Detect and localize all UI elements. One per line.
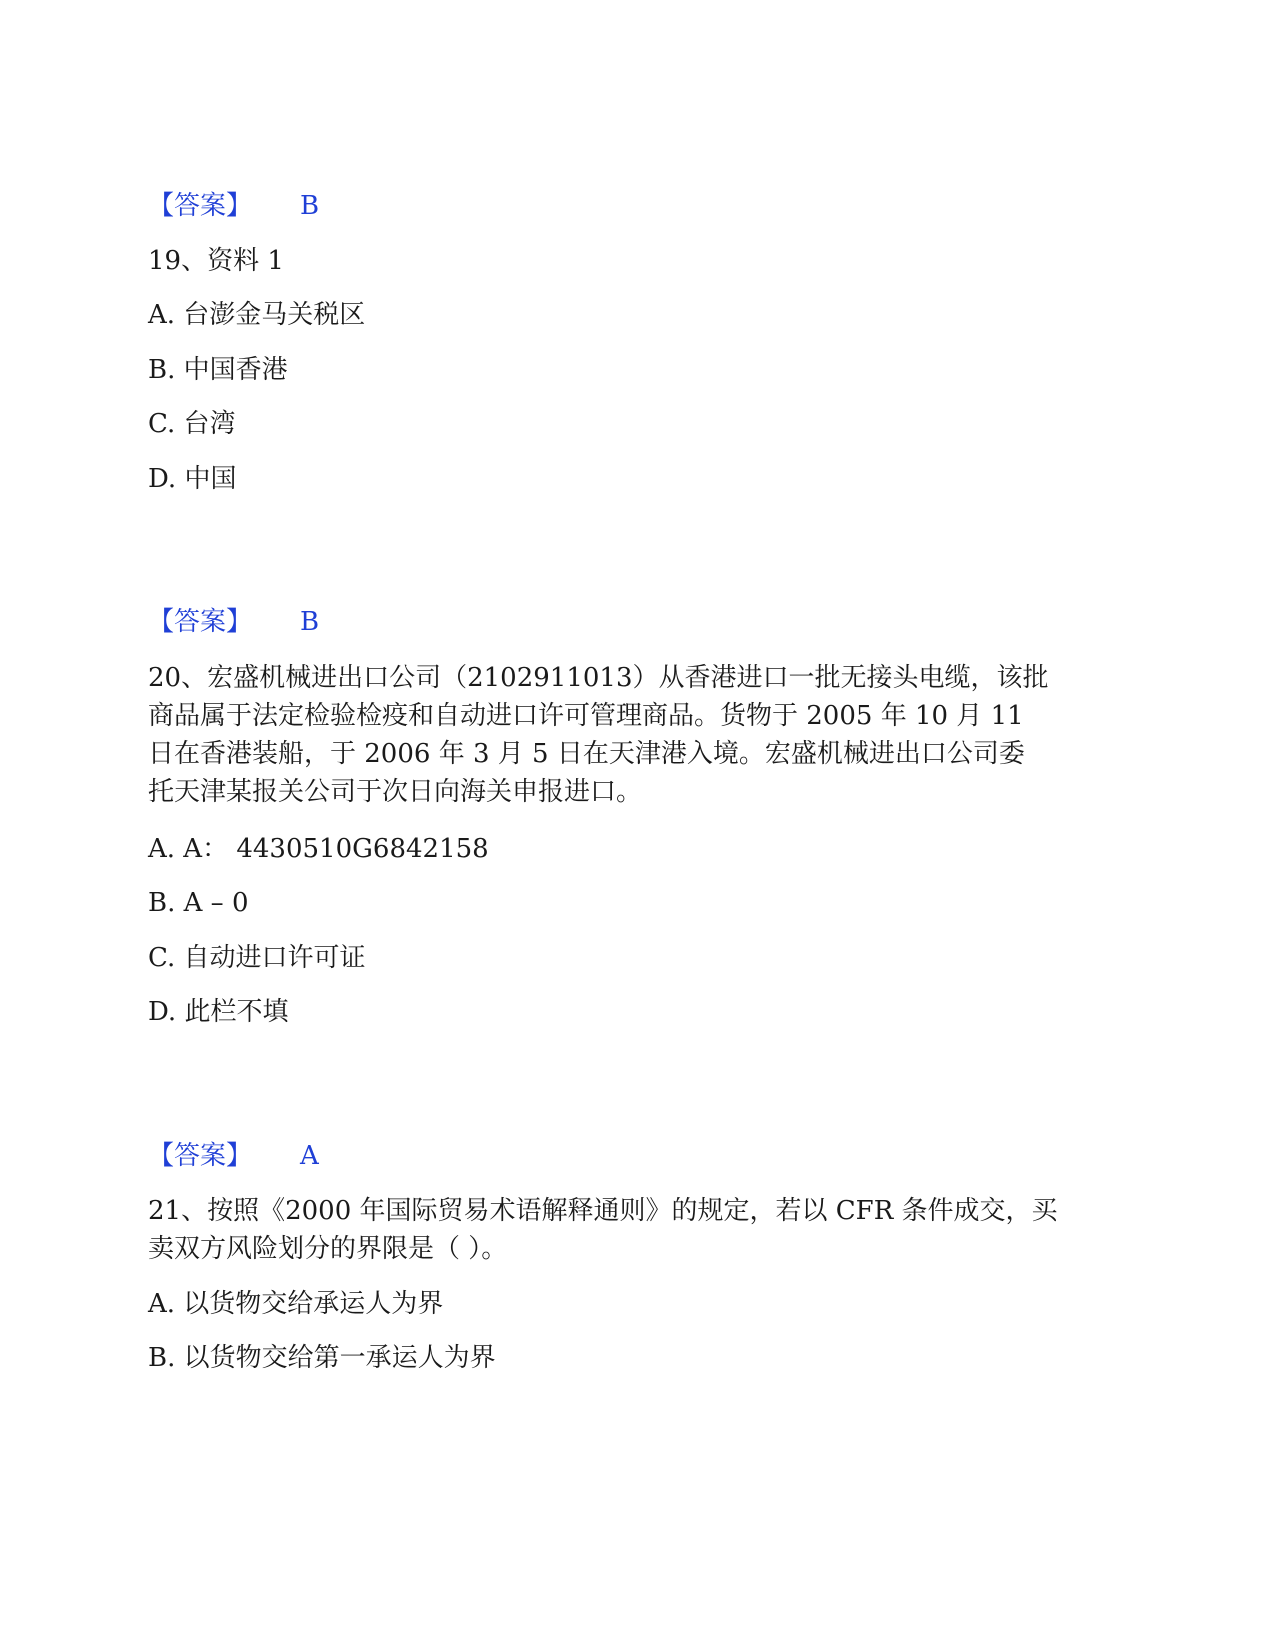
answer-value: B: [300, 607, 320, 637]
question-20-option-c: C. 自动进口许可证: [148, 943, 366, 973]
question-19-option-c: C. 台湾: [148, 409, 236, 439]
stem-line: 托天津某报关公司于次日向海关申报进口。: [148, 777, 643, 807]
question-19-stem: 19、资料 1: [148, 246, 284, 276]
question-20-stem: [148, 659, 1108, 811]
answer-label: 【答案】: [148, 607, 253, 637]
question-20-option-a: A. A： 4430510G6842158: [148, 834, 489, 864]
stem-line: 21、按照《2000 年国际贸易术语解释通则》的规定，若以 CFR 条件成交，买: [148, 1196, 1058, 1226]
stem-line: 卖双方风险划分的界限是（ ）。: [148, 1234, 508, 1264]
question-19-option-a: A. 台澎金马关税区: [148, 300, 366, 330]
answer-value: A: [300, 1141, 319, 1171]
question-19-option-b: B. 中国香港: [148, 355, 288, 385]
answer-label: 【答案】: [148, 191, 253, 221]
answer-value: B: [300, 191, 320, 221]
stem-line: 日在香港装船，于 2006 年 3 月 5 日在天津港入境。宏盛机械进出口公司委: [148, 739, 1025, 769]
question-21-option-a: A. 以货物交给承运人为界: [148, 1289, 444, 1319]
answer-line-18: [148, 187, 319, 225]
stem-line: 商品属于法定检验检疫和自动进口许可管理商品。货物于 2005 年 10 月 11: [148, 701, 1024, 731]
question-19-option-d: D. 中国: [148, 464, 237, 494]
answer-line-20: [148, 1137, 319, 1175]
answer-label: 【答案】: [148, 1141, 253, 1171]
question-21-option-b: B. 以货物交给第一承运人为界: [148, 1343, 496, 1373]
question-20-option-b: B. A – 0: [148, 888, 249, 918]
question-21-stem: [148, 1192, 1108, 1268]
stem-line: 20、宏盛机械进出口公司（2102911013）从香港进口一批无接头电缆，该批: [148, 663, 1049, 693]
answer-line-19: [148, 603, 319, 641]
question-20-option-d: D. 此栏不填: [148, 997, 289, 1027]
